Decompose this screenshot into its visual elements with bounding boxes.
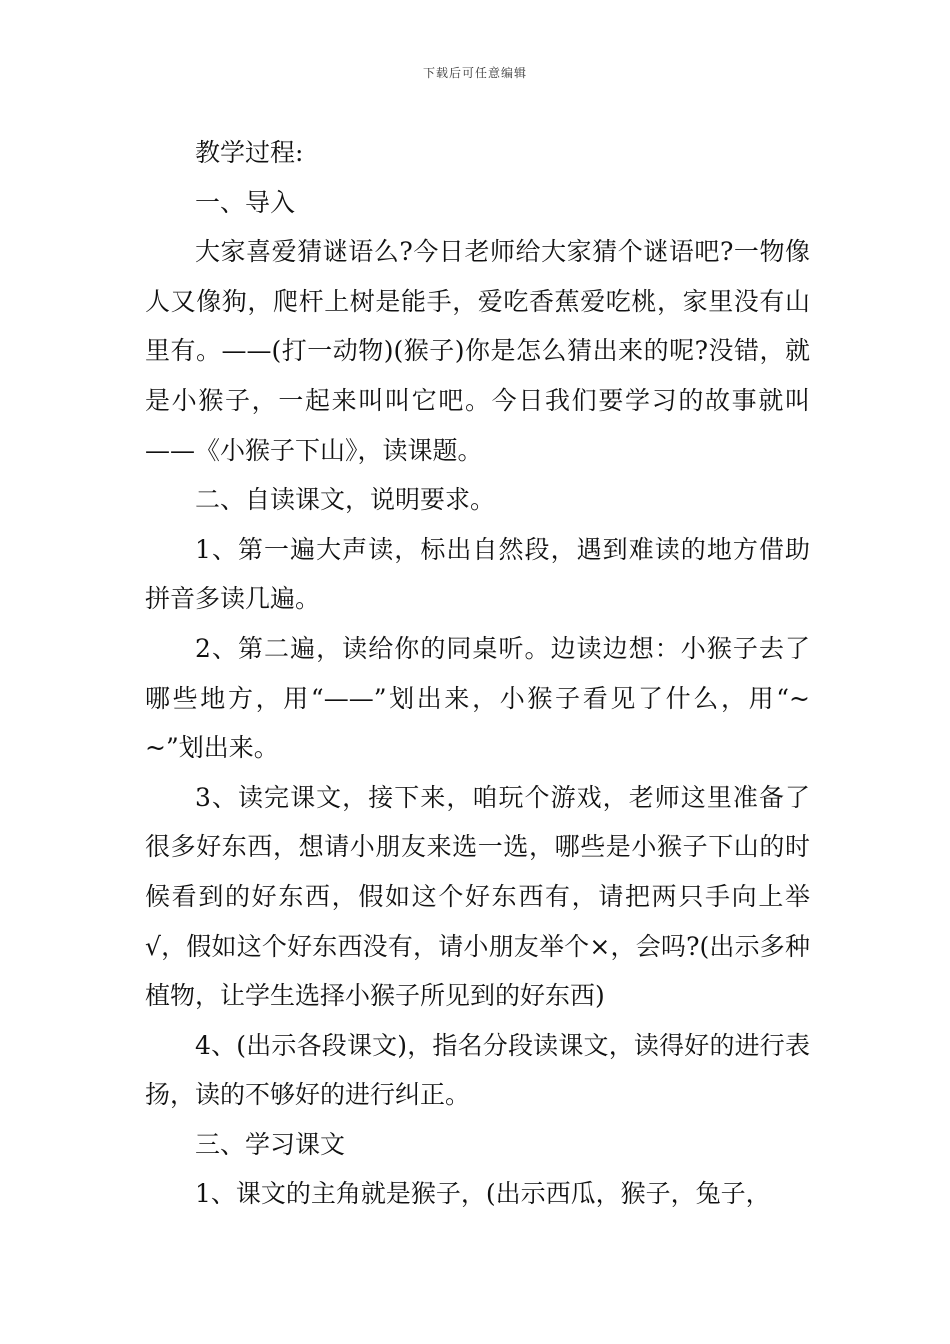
paragraph-step-4: 4、(出示各段课文)，指名分段读课文，读得好的进行表扬，读的不够好的进行纠正。 — [145, 1030, 810, 1110]
section-heading-learn-text: 三、学习课文 — [195, 1129, 346, 1159]
paragraph-teaching-process: 教学过程: — [195, 138, 304, 167]
paragraph-learn-step-1: 1、课文的主角就是猴子，(出示西瓜，猴子，兔子， — [195, 1179, 771, 1209]
section-heading-self-reading: 二、自读课文，说明要求。 — [195, 485, 496, 515]
document-body — [145, 128, 810, 1219]
paragraph-riddle: 大家喜爱猜谜语么?今日老师给大家猜个谜语吧?一物像人又像狗，爬杆上树是能手，爱吃香蕉爱吃桃，家里没有山里有。——(打一动物)(猴子)你是怎么猜出来的呢?没错，就是小猴子，一起来叫叫它吧。今日我们要学习的故事就叫——《小猴子下山》，读课题。 — [145, 237, 810, 465]
page-header: 下载后可任意编辑 — [422, 66, 527, 80]
paragraph-step-3: 3、读完课文，接下来，咱玩个游戏，老师这里准备了很多好东西，想请小朋友来选一选，哪些是小猴子下山的时候看到的好东西，假如这个好东西有，请把两只手向上举√，假如这个好东西没有，请小朋友举个×，会吗?(出示多种植物，让学生选择小猴子所见到的好东西) — [145, 782, 810, 1011]
paragraph-step-2: 2、第二遍，读给你的同桌听。边读边想：小猴子去了哪些地方，用“——”划出来，小猴子看见了什么，用“~~”划出来。 — [145, 633, 810, 763]
section-heading-introduction: 一、导入 — [195, 187, 296, 217]
paragraph-step-1: 1、第一遍大声读，标出自然段，遇到难读的地方借助拼音多读几遍。 — [145, 534, 810, 614]
